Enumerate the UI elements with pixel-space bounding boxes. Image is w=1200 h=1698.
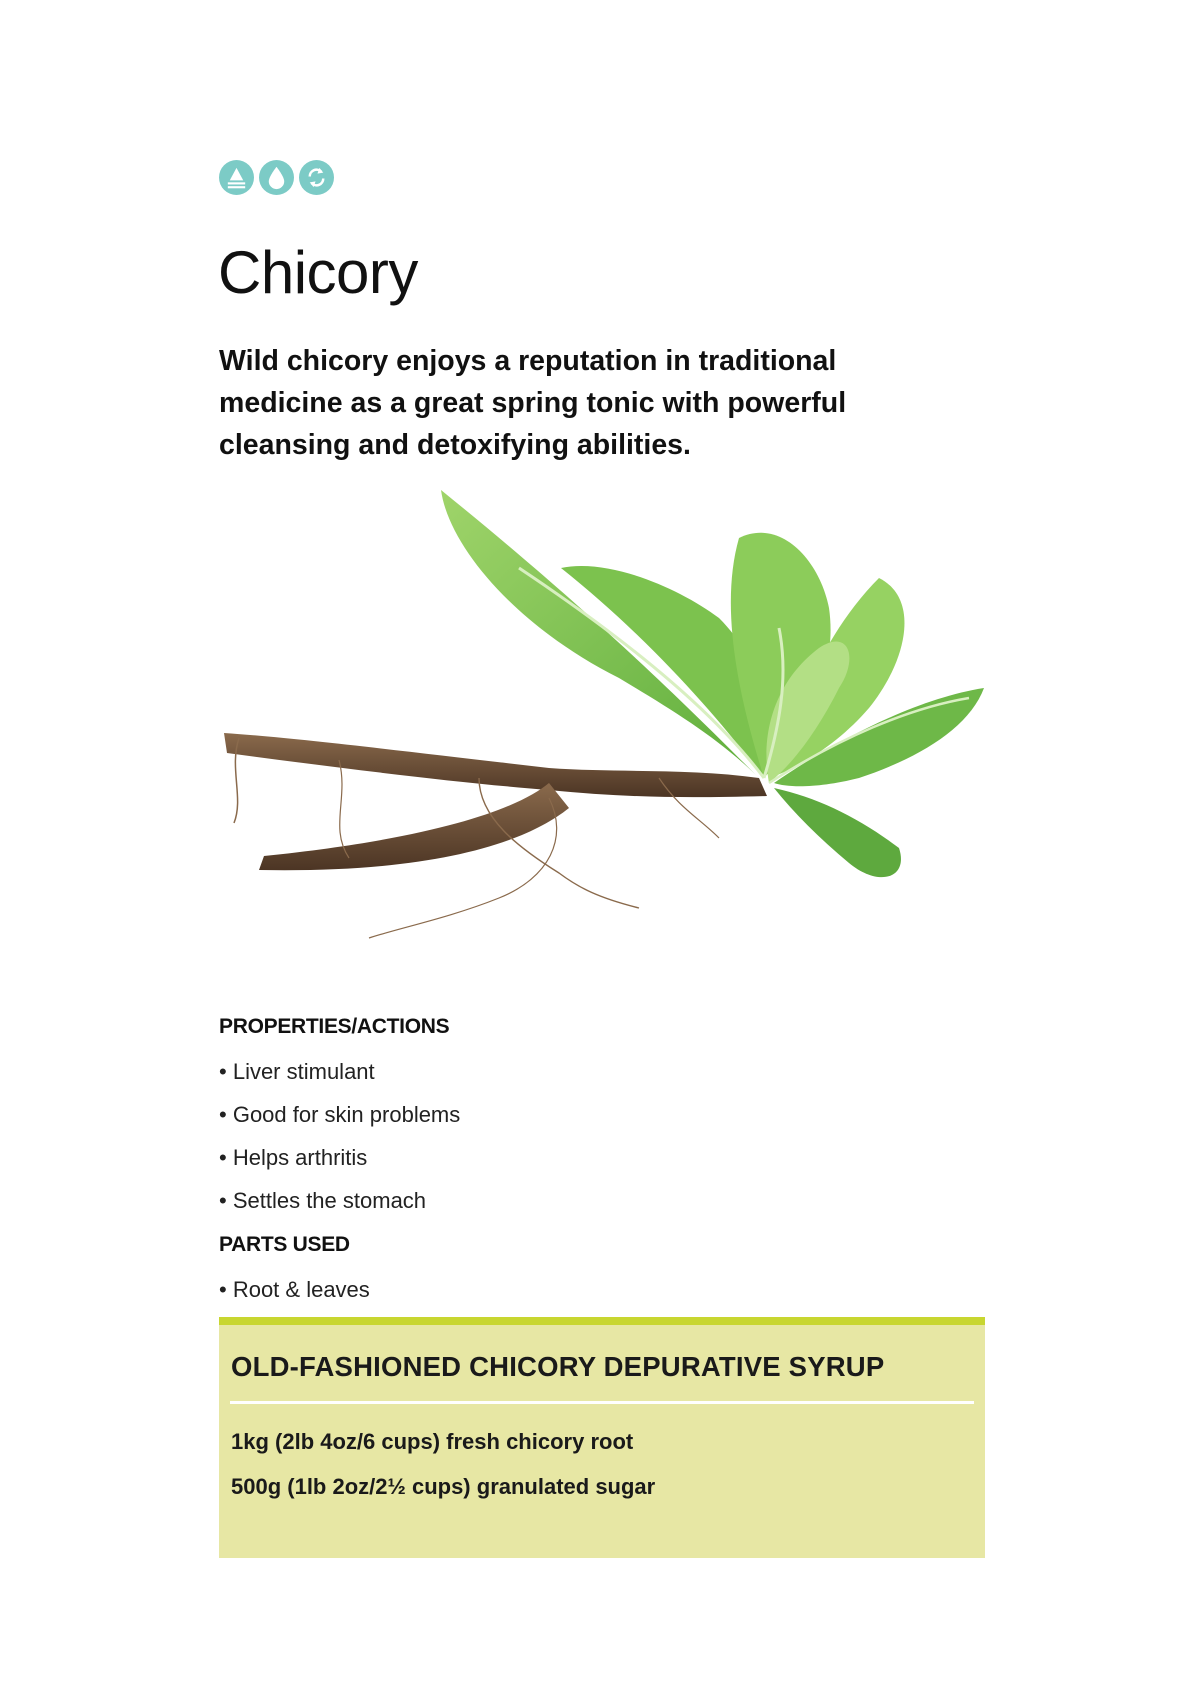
ingredient-item: 500g (1lb 2oz/2½ cups) granulated sugar — [231, 1474, 656, 1499]
list-item: • Good for skin problems — [219, 1093, 460, 1136]
recipe-divider — [230, 1401, 974, 1404]
ingredient-list — [231, 1419, 655, 1509]
list-item: • Root & leaves — [219, 1268, 370, 1311]
water-drop-icon — [259, 160, 294, 195]
ingredient-item: 1kg (2lb 4oz/6 cups) fresh chicory root — [231, 1429, 634, 1454]
chicory-plant-photo — [219, 478, 989, 988]
page-title: Chicory — [218, 239, 418, 306]
properties-heading: PROPERTIES/ACTIONS — [219, 1015, 450, 1038]
category-icons — [219, 160, 334, 195]
list-item: • Liver stimulant — [219, 1050, 460, 1093]
recipe-title: OLD-FASHIONED CHICORY DEPURATIVE SYRUP — [231, 1351, 885, 1382]
recipe-box — [219, 1317, 985, 1558]
list-item: • Settles the stomach — [219, 1179, 460, 1222]
parts-used-list — [219, 1268, 370, 1311]
intro-paragraph: Wild chicory enjoys a reputation in traditional medicine as a great spring tonic with powerful cleansing and detoxifying abilities. — [219, 345, 847, 461]
parts-used-heading: PARTS USED — [219, 1233, 350, 1256]
layered-triangle-icon — [219, 160, 254, 195]
recycle-arrows-icon — [299, 160, 334, 195]
list-item: • Helps arthritis — [219, 1136, 460, 1179]
properties-list — [219, 1050, 460, 1222]
